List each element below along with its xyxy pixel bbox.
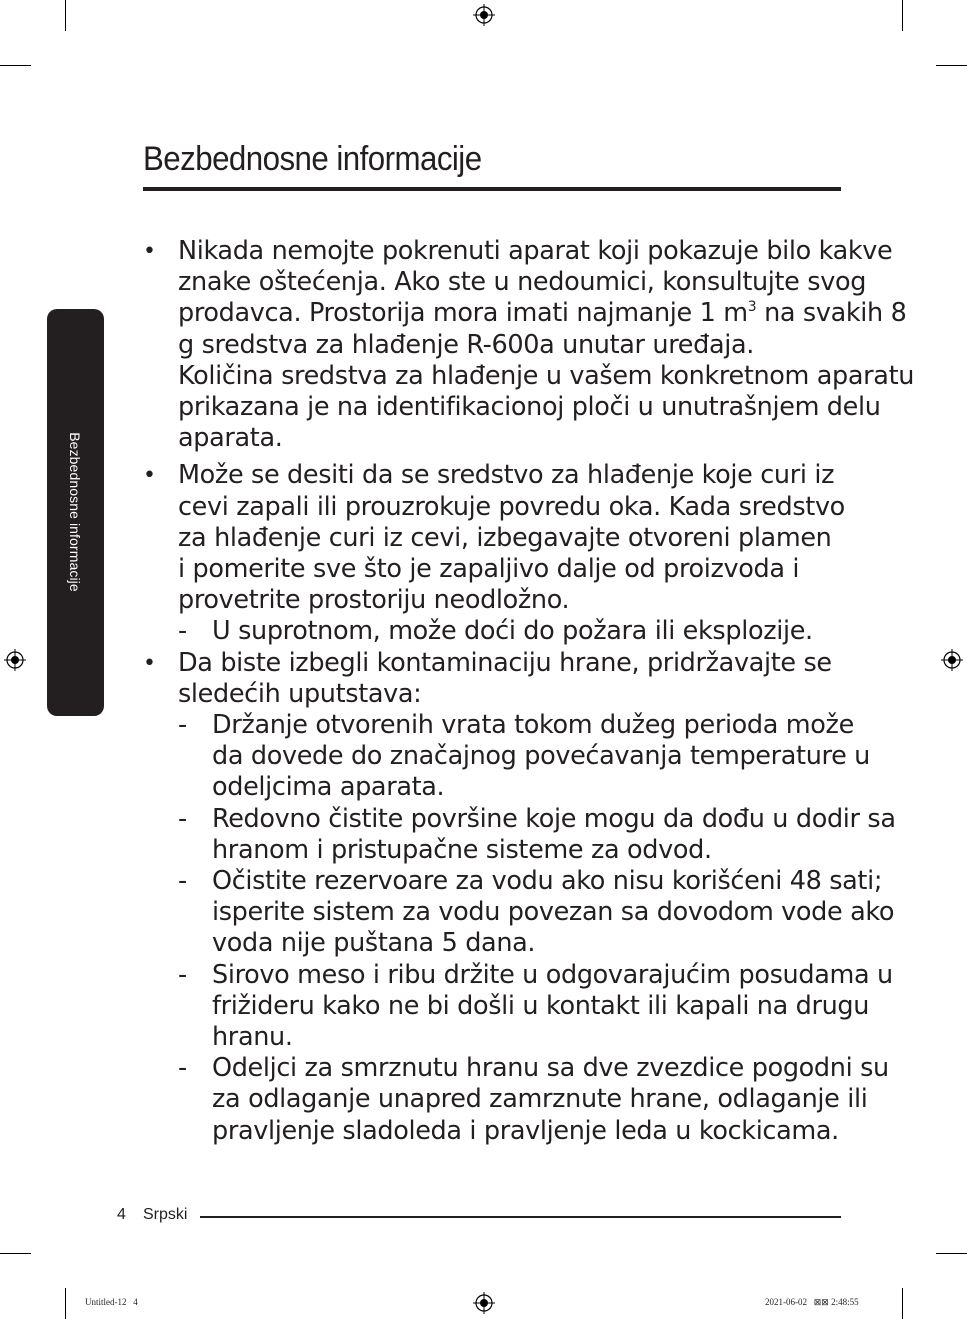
text-line: pravljenje sladoleda i pravljenje leda u kockicama. xyxy=(212,1115,839,1146)
crop-mark xyxy=(65,1288,66,1319)
text-line: i pomerite sve što je zapaljivo dalje od proizvoda i xyxy=(178,554,800,585)
text-line: isperite sistem za vodu povezan sa dovodom vode ako xyxy=(212,897,895,928)
text-line: za hlađenje curi iz cevi, izbegavajte otvoreni plamen xyxy=(178,522,832,553)
text-line-part: prodavca. Prostorija mora imati najmanje 1 m xyxy=(178,298,748,329)
bullet-marker: • xyxy=(143,463,156,489)
footer-rule xyxy=(200,1216,841,1218)
crop-mark xyxy=(0,1253,31,1254)
crop-mark xyxy=(65,0,66,31)
page-title: Bezbednosne informacije xyxy=(143,140,482,178)
bullet-item xyxy=(143,236,915,454)
text-line: Može se desiti da se sredstvo za hlađenje koje curi iz xyxy=(178,460,835,491)
registration-mark-icon xyxy=(473,1292,495,1314)
crop-mark xyxy=(0,65,31,66)
text-line: prikazana je na identifikacionoj ploči u unutrašnjem delu xyxy=(178,392,881,423)
text-line: Očistite rezervoare za vodu ako nisu korišćeni 48 sati; xyxy=(212,866,883,897)
bullet-item xyxy=(143,460,863,616)
superscript: 3 xyxy=(747,299,757,316)
sub-item xyxy=(143,710,870,804)
title-underline xyxy=(143,187,841,191)
crop-mark xyxy=(902,0,903,31)
sub-item xyxy=(143,959,893,1054)
text-line: Nikada nemojte pokrenuti aparat koji pokazuje bilo kakve xyxy=(178,236,893,266)
text-line: Da biste izbegli kontaminaciju hrane, pridržavajte se xyxy=(178,647,832,678)
text-line: hranom i pristupačne sisteme za odvod. xyxy=(212,834,712,865)
sub-item xyxy=(143,1053,889,1147)
print-slug-file: Untitled-12 4 xyxy=(85,1297,138,1307)
registration-mark-icon xyxy=(941,649,963,671)
text-line xyxy=(178,298,907,329)
footer-language: Srpski xyxy=(143,1206,188,1223)
text-line: odeljcima aparata. xyxy=(212,772,445,803)
text-line: g sredstva za hlađenje R-600a unutar uređaja. xyxy=(178,329,755,360)
text-line: frižideru kako ne bi došli u kontakt ili kapali na drugu xyxy=(212,990,870,1021)
registration-mark-icon xyxy=(4,649,26,671)
crop-mark xyxy=(936,65,967,66)
page-number: 4 xyxy=(117,1206,126,1223)
bullet-marker: • xyxy=(143,650,156,676)
side-section-label: Bezbednosne informacije xyxy=(67,432,83,592)
text-line: Držanje otvorenih vrata tokom dužeg perioda može xyxy=(212,710,854,741)
sub-item xyxy=(143,616,863,647)
bullet-marker: • xyxy=(143,239,156,264)
text-line: Sirovo meso i ribu držite u odgovarajućim posudama u xyxy=(212,959,893,990)
print-slug-date: 2021-06-02 ⊠⊠ 2:48:55 xyxy=(765,1297,859,1307)
sub-marker: - xyxy=(178,866,187,897)
text-line: Odeljci za smrznutu hranu sa dve zvezdice pogodni su xyxy=(212,1053,889,1084)
sub-item xyxy=(143,803,896,866)
text-line: Redovno čistite površine koje mogu da dođu u dodir sa xyxy=(212,803,896,834)
sub-marker: - xyxy=(178,616,187,647)
registration-mark-icon xyxy=(473,4,495,26)
text-line: za odlaganje unapred zamrznute hrane, odlaganje ili xyxy=(212,1084,868,1115)
content-body xyxy=(143,236,915,1147)
text-line-part: na svakih 8 xyxy=(756,298,907,329)
text-line: aparata. xyxy=(178,423,283,454)
crop-mark xyxy=(902,1288,903,1319)
sub-marker: - xyxy=(178,710,187,741)
text-line: voda nije puštana 5 dana. xyxy=(212,928,536,959)
text-line: provetrite prostoriju neodložno. xyxy=(178,585,570,616)
sub-marker: - xyxy=(178,803,187,834)
bullet-item xyxy=(143,648,863,710)
text-line: sledećih uputstava: xyxy=(178,678,422,709)
sub-marker: - xyxy=(178,959,187,990)
text-line: da dovede do značajnog povećavanja temperature u xyxy=(212,741,870,772)
text-line: hranu. xyxy=(212,1022,293,1053)
sub-marker: - xyxy=(178,1053,187,1084)
text-line: znake oštećenja. Ako ste u nedoumici, konsultujte svog xyxy=(178,267,867,298)
crop-mark xyxy=(936,1253,967,1254)
text-line: U suprotnom, može doći do požara ili eksplozije. xyxy=(212,616,813,647)
text-line: Količina sredstva za hlađenje u vašem konkretnom aparatu xyxy=(178,360,915,391)
text-line: cevi zapali ili prouzrokuje povredu oka. Kada sredstvo xyxy=(178,491,845,522)
sub-item xyxy=(143,866,895,960)
